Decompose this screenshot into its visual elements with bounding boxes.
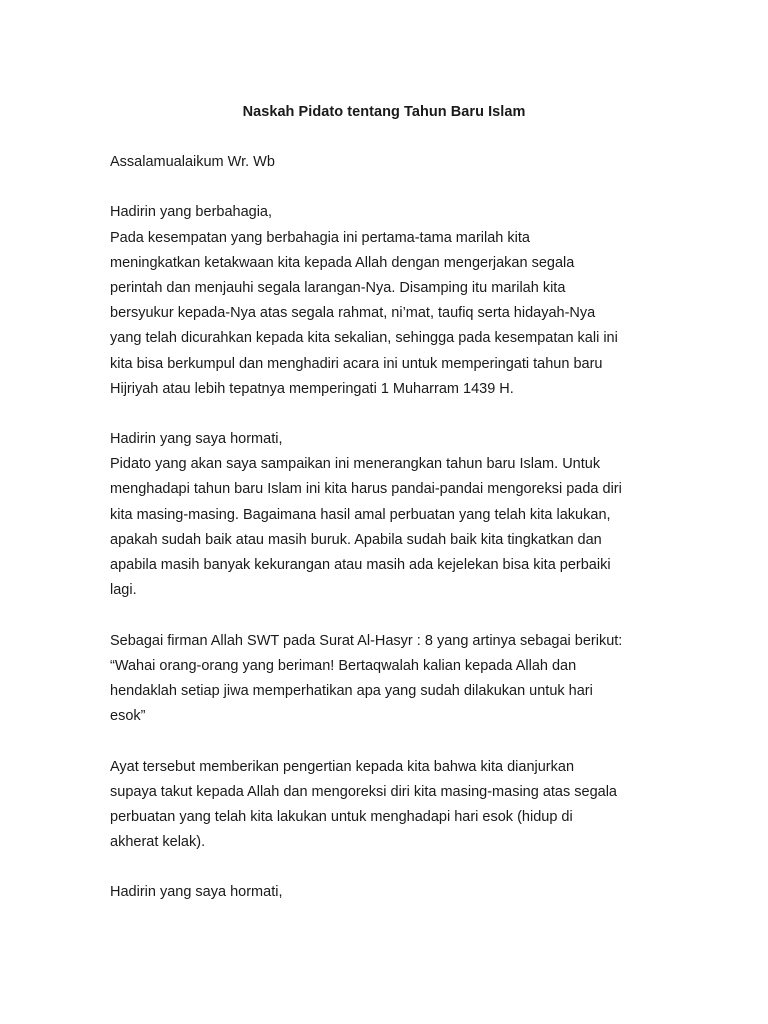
document-body (110, 150, 670, 931)
paragraph-5 (110, 880, 670, 905)
text-line: Pada kesempatan yang berbahagia ini pertama-tama marilah kita (110, 229, 530, 246)
text-line: kita bisa berkumpul dan menghadiri acara ini untuk memperingati tahun baru (110, 355, 603, 372)
text-line: bersyukur kepada-Nya atas segala rahmat, ni’mat, taufiq serta hidayah-Nya (110, 305, 596, 322)
text-line: Ayat tersebut memberikan pengertian kepada kita bahwa kita dianjurkan (110, 758, 575, 775)
paragraph-1 (110, 200, 670, 402)
text-line: Hadirin yang berbahagia, (110, 204, 273, 221)
text-line: Pidato yang akan saya sampaikan ini menerangkan tahun baru Islam. Untuk (110, 456, 601, 473)
text-line: kita masing-masing. Bagaimana hasil amal perbuatan yang telah kita lakukan, (110, 506, 611, 523)
paragraph-3 (110, 629, 670, 730)
text-line: menghadapi tahun baru Islam ini kita harus pandai-pandai mengoreksi pada diri (110, 481, 622, 498)
text-line: Hijriyah atau lebih tepatnya memperingati 1 Muharram 1439 H. (110, 380, 514, 397)
text-line: supaya takut kepada Allah dan mengoreksi diri kita masing-masing atas segala (110, 783, 617, 800)
text-line: lagi. (110, 582, 137, 599)
text-line: perbuatan yang telah kita lakukan untuk menghadapi hari esok (hidup di (110, 808, 573, 825)
document-title: Naskah Pidato tentang Tahun Baru Islam (242, 104, 526, 120)
text-line: “Wahai orang-orang yang beriman! Bertaqwalah kalian kepada Allah dan (110, 657, 577, 674)
greeting-paragraph (110, 150, 670, 175)
text-line: Hadirin yang saya hormati, (110, 431, 283, 448)
text-line: meningkatkan ketakwaan kita kepada Allah dengan mengerjakan segala (110, 254, 575, 271)
text-line: yang telah dicurahkan kepada kita sekalian, sehingga pada kesempatan kali ini (110, 330, 618, 347)
text-line: esok” (110, 708, 146, 725)
paragraph-2 (110, 427, 670, 603)
greeting-line: Assalamualaikum Wr. Wb (110, 154, 275, 170)
text-line: Hadirin yang saya hormati, (110, 884, 283, 901)
text-line: apakah sudah baik atau masih buruk. Apabila sudah baik kita tingkatkan dan (110, 531, 602, 548)
text-line: apabila masih banyak kekurangan atau masih ada kejelekan bisa kita perbaiki (110, 557, 611, 573)
text-line: perintah dan menjauhi segala larangan-Nya. Disamping itu marilah kita (110, 279, 566, 296)
text-line: hendaklah setiap jiwa memperhatikan apa yang sudah dilakukan untuk hari (110, 682, 593, 699)
paragraph-4 (110, 755, 670, 856)
text-line: akherat kelak). (110, 834, 206, 851)
text-line: Sebagai firman Allah SWT pada Surat Al-Hasyr : 8 yang artinya sebagai berikut: (110, 632, 623, 649)
